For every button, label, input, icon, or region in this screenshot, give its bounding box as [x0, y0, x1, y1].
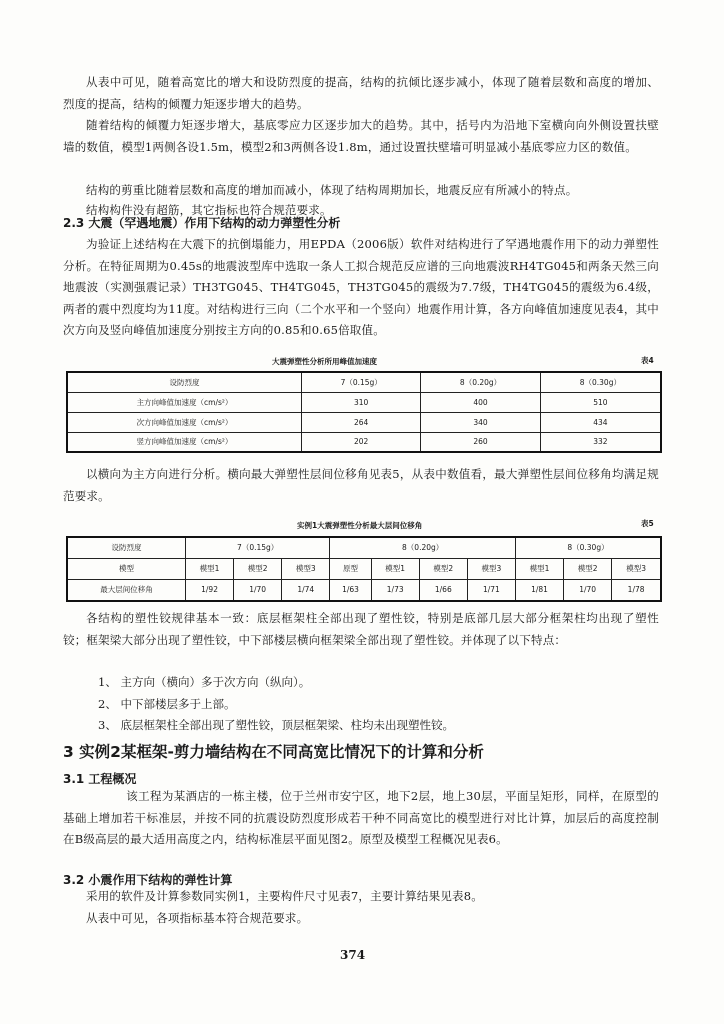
table-cell: 202 — [302, 432, 421, 452]
table-cell: 1/73 — [371, 579, 419, 601]
table-row — [67, 432, 661, 452]
table5-group-cell: 8（0.30g） — [515, 537, 661, 558]
table-cell: 1/70 — [564, 579, 612, 601]
paragraph-plastic-hinge: 各结构的塑性铰规律基本一致：底层框架柱全部出现了塑性铰，特别是底部几层大部分框架柱均出现了塑性铰；框架梁大部分出现了塑性铰，中下部楼层横向框架梁全部出现了塑性铰。并体现了以下特点： — [63, 611, 659, 647]
table-cell: 模型3 — [282, 558, 330, 579]
table5-row-label: 设防烈度 — [67, 537, 186, 558]
table-5 — [66, 536, 662, 602]
paragraph-project-overview: 该工程为某酒店的一栋主楼，位于兰州市安宁区，地下2层，地上30层，平面呈矩形，同样，在原型的基础上增加若干标准层，并按不同的抗震设防烈度形成若干种不同高宽比的模型进行对比计算，加层后的高度控制在B级高层的最大适用高度之内，结构标准层平面见图2。原型及模型工程概况见表6。 — [63, 789, 659, 846]
paragraph-no-over-reinforcement: 结构构件没有超筋，其它指标也符合规范要求。 — [86, 203, 332, 217]
table4-header-label: 设防烈度 — [67, 372, 302, 392]
table-cell: 340 — [421, 412, 540, 432]
table-cell: 模型2 — [419, 558, 467, 579]
table-cell: 模型3 — [612, 558, 661, 579]
paragraph-software-params: 采用的软件及计算参数同实例1，主要构件尺寸见表7，主要计算结果见表8。 — [86, 889, 483, 903]
table-cell: 模型1 — [515, 558, 563, 579]
table-cell: 310 — [302, 392, 421, 412]
page-number: 374 — [340, 948, 366, 962]
table5-caption: 实例1大震弹塑性分析最大层间位移角 — [297, 521, 423, 530]
list-item: 1、 主方向（横向）多于次方向（纵向）。 — [98, 675, 311, 689]
paragraph-indicators-ok: 从表中可见，各项指标基本符合规范要求。 — [86, 911, 309, 925]
table-cell: 400 — [421, 392, 540, 412]
table5-group-cell: 7（0.15g） — [186, 537, 330, 558]
table4-caption: 大震弹塑性分析所用峰值加速度 — [272, 357, 377, 366]
table-row — [67, 412, 661, 432]
table-cell: 260 — [421, 432, 540, 452]
table4-row-label: 主方向峰值加速度（cm/s²） — [67, 392, 302, 412]
heading-3: 3 实例2某框架-剪力墙结构在不同高宽比情况下的计算和分析 — [63, 743, 484, 761]
table-cell: 模型2 — [234, 558, 282, 579]
table4-number: 表4 — [641, 356, 654, 365]
heading-3-1: 3.1 工程概况 — [63, 772, 137, 786]
table4-row-label: 次方向峰值加速度（cm/s²） — [67, 412, 302, 432]
table-cell: 264 — [302, 412, 421, 432]
table-cell: 510 — [540, 392, 661, 412]
table-cell: 1/66 — [419, 579, 467, 601]
table-cell: 1/92 — [186, 579, 234, 601]
table-cell: 434 — [540, 412, 661, 432]
table5-number: 表5 — [641, 519, 654, 528]
table4-header-cell: 7（0.15g） — [302, 372, 421, 392]
table5-drift-row — [67, 579, 661, 601]
table-row — [67, 392, 661, 412]
table5-model-row — [67, 558, 661, 579]
table-cell: 1/74 — [282, 579, 330, 601]
table5-row-label: 最大层间位移角 — [67, 579, 186, 601]
table-4 — [66, 371, 662, 453]
paragraph-epda-analysis: 为验证上述结构在大震下的抗倒塌能力，用EPDA（2006版）软件对结构进行了罕遇地震作用下的动力弹塑性分析。在特征周期为0.45s的地震波型库中选取一条人工拟合规范反应谱的三向地震波RH4TG045和两条天然三向地震波（实测强震记录）TH3TG045、TH4TG045，TH3TG045的震级为7.7级，TH4TG045的震级为6.4级，两者的震中烈度均为11度。对结构进行三向（二个水平和一个竖向）地震作用计算，各方向峰值加速度见表4，其中次方向及竖向峰值加速度分别按主方向的0.85和0.65倍取值。 — [63, 237, 659, 337]
table-cell: 原型 — [330, 558, 371, 579]
table-cell: 1/70 — [234, 579, 282, 601]
table4-row-label: 竖方向峰值加速度（cm/s²） — [67, 432, 302, 452]
table5-row-label: 模型 — [67, 558, 186, 579]
heading-2-3: 2.3 大震（罕遇地震）作用下结构的动力弹塑性分析 — [63, 216, 341, 230]
table-cell: 332 — [540, 432, 661, 452]
table5-group-cell: 8（0.20g） — [330, 537, 516, 558]
table-cell: 模型1 — [371, 558, 419, 579]
table5-intensity-row — [67, 537, 661, 558]
table-cell: 1/63 — [330, 579, 371, 601]
table4-header-cell: 8（0.20g） — [421, 372, 540, 392]
table-cell: 模型2 — [564, 558, 612, 579]
table-cell: 模型3 — [467, 558, 515, 579]
heading-3-2: 3.2 小震作用下结构的弹性计算 — [63, 873, 233, 887]
paragraph-overturning-ratio: 从表中可见，随着高宽比的增大和设防烈度的提高，结构的抗倾比逐步减小，体现了随着层数和高度的增加、烈度的提高，结构的倾覆力矩逐步增大的趋势。 — [63, 75, 659, 111]
list-item: 3、 底层框架柱全部出现了塑性铰，顶层框架梁、柱均未出现塑性铰。 — [98, 718, 454, 732]
paragraph-shear-weight-ratio: 结构的剪重比随着层数和高度的增加而减小，体现了结构周期加长，地震反应有所减小的特点。 — [86, 183, 578, 197]
paragraph-transverse-analysis: 以横向为主方向进行分析。横向最大弹塑性层间位移角见表5，从表中数值看，最大弹塑性层间位移角均满足规范要求。 — [63, 467, 659, 503]
paragraph-zero-stress-zone: 随着结构的倾覆力矩逐步增大，基底零应力区逐步加大的趋势。其中，括号内为沿地下室横向向外侧设置扶壁墙的数值，模型1两侧各设1.5m，模型2和3两侧各设1.8m，通过设置扶壁墙可明显减小基底零应力区的数值。 — [63, 118, 659, 154]
table4-header-row — [67, 372, 661, 392]
table-cell: 1/81 — [515, 579, 563, 601]
table4-header-cell: 8（0.30g） — [540, 372, 661, 392]
table-cell: 模型1 — [186, 558, 234, 579]
table-cell: 1/78 — [612, 579, 661, 601]
table-cell: 1/71 — [467, 579, 515, 601]
list-item: 2、 中下部楼层多于上部。 — [98, 697, 236, 711]
